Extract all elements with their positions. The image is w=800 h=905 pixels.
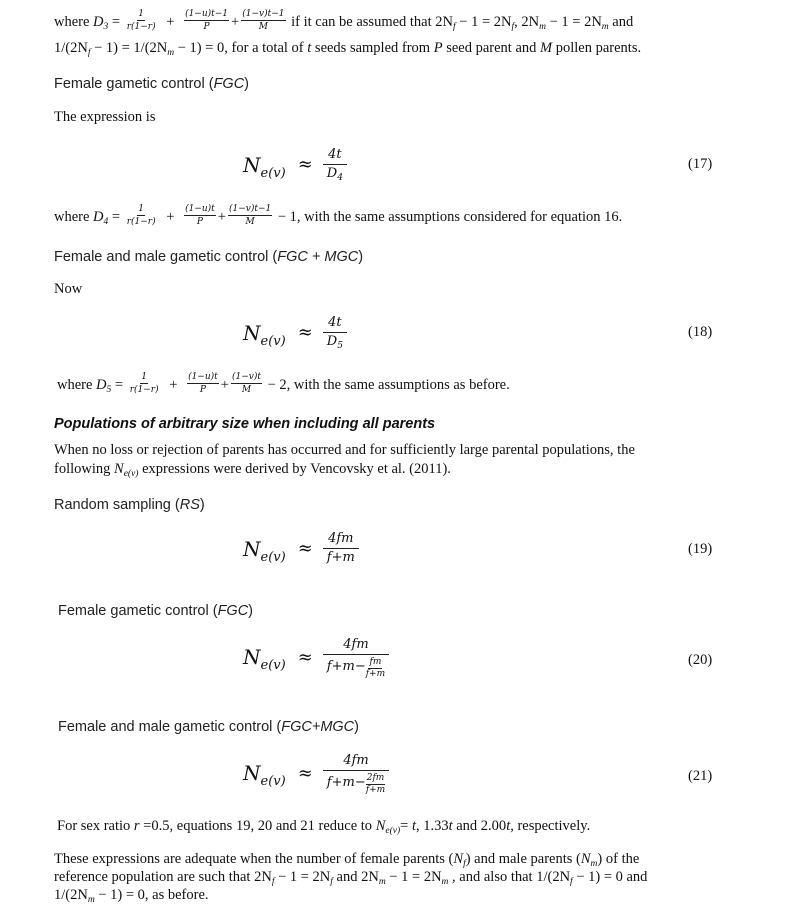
equation-21: $N_{e(v)}$ ≈ 4fm f+m− $\frac{2fm}{f+m}$ <box>243 752 387 794</box>
section-heading-fgc-2: Female gametic control (FGC) <box>58 603 254 619</box>
equation-number-18: (18) <box>688 324 713 340</box>
equation-number-17: (17) <box>688 156 713 172</box>
closing-line1: These expressions are adequate when the number of female parents $(N_f)$ and male parents $(N_m)$ of the <box>54 851 640 869</box>
equation-18: $N_{e(v)}$ ≈ $\frac{4t}{D_5}$ <box>243 314 345 351</box>
fraction-1: $\frac{1}{r(1-r)}$ <box>126 9 156 32</box>
d3-definition-line: where $D_3$ = $\frac{1}{r(1-r)}$ + $\frac{(1-u)t-1}{P}$ + $\frac{(1-v)t-1}{M}$ if it can be assumed that $2N_f - 1 = 2N_f$, $2N_m - 1 = 2N_m$ and <box>54 9 634 32</box>
equation-20: $N_{e(v)}$ ≈ 4fm f+m− $\frac{fm}{f+m}$ <box>243 636 387 678</box>
sex-ratio-note: For sex ratio r =0.5, equations 19, 20 and 21 reduce to $N_{e(v)}= t$, 1.33t and 2.00t, respectively. <box>57 818 591 836</box>
fgc-mgc-intro: Now <box>54 281 83 297</box>
plus-sign: + <box>231 13 240 30</box>
d4-definition-line: where $D_4$ = $\frac{1}{r(1-r)}$ + $\frac{(1-u)t}{P}$ + $\frac{(1-v)t-1}{M}$ − 1, with the same assumptions considered for equation 16. <box>54 204 623 227</box>
fraction: $\frac{4t}{D_4}$ <box>325 146 345 183</box>
fraction-3: $\frac{(1-v)t-1}{M}$ <box>242 9 285 32</box>
d3-assumption-line: $1/(2N_f - 1) = 1/(2N_m - 1) = 0$, for a total of t seeds sampled from P seed parent and M pollen parents. <box>54 40 642 58</box>
equation-17 <box>243 146 345 183</box>
section-heading-rs: Random sampling (RS) <box>54 497 205 513</box>
text: if it can be assumed that 2N <box>287 13 453 30</box>
fraction-1: $\frac{1}{r(1-r)}$ <box>126 204 156 227</box>
fraction-2: $\frac{(1-u)t}{P}$ <box>185 204 215 227</box>
equation-number-21: (21) <box>688 768 713 784</box>
d3-symbol: $D_3$ <box>93 13 109 32</box>
arbitrary-para-line2: following $N_{e(v)}$ expressions were derived by Vencovsky et al. (2011). <box>54 461 451 479</box>
approx-sign: ≈ <box>297 154 313 175</box>
ne-symbol: $N_{e(v)}$ <box>243 152 286 181</box>
closing-line3: $1/(2N_m - 1) = 0$, as before. <box>54 887 209 905</box>
text: where <box>54 13 94 30</box>
text: = <box>108 13 124 30</box>
fgc-intro: The expression is <box>54 109 156 125</box>
section-heading-fgc-mgc: Female and male gametic control (FGC + MGC) <box>54 249 364 265</box>
closing-line2: reference population are such that $2N_f - 1 = 2N_f$ and $2N_m - 1 = 2N_m$ , and also that $1/(2N_f - 1) = 0$ and <box>54 869 648 887</box>
fraction-3: $\frac{(1-v)t-1}{M}$ <box>228 204 272 227</box>
arbitrary-para-line1: When no loss or rejection of parents has occurred and for sufficiently large parental populations, the <box>54 442 635 458</box>
d5-definition-line: where $D_5$ = $\frac{1}{r(1-r)}$ + $\frac{(1-u)t}{P}$ + $\frac{(1-v)t}{M}$ − 2, with the same assumptions as before. <box>57 372 510 395</box>
plus-sign: + <box>166 13 175 30</box>
section-heading-fgc: Female gametic control (FGC) <box>54 76 250 92</box>
fraction-2: $\frac{(1-u)t-1}{P}$ <box>185 9 229 32</box>
section-heading-fgc-mgc-2: Female and male gametic control (FGC+MGC) <box>58 719 359 735</box>
equation-number-20: (20) <box>688 652 713 668</box>
equation-19: $N_{e(v)}$ ≈ $\frac{4fm}{f+m}$ <box>243 530 357 567</box>
section-heading-arbitrary-size: Populations of arbitrary size when including all parents <box>54 416 436 432</box>
equation-number-19: (19) <box>688 541 713 557</box>
